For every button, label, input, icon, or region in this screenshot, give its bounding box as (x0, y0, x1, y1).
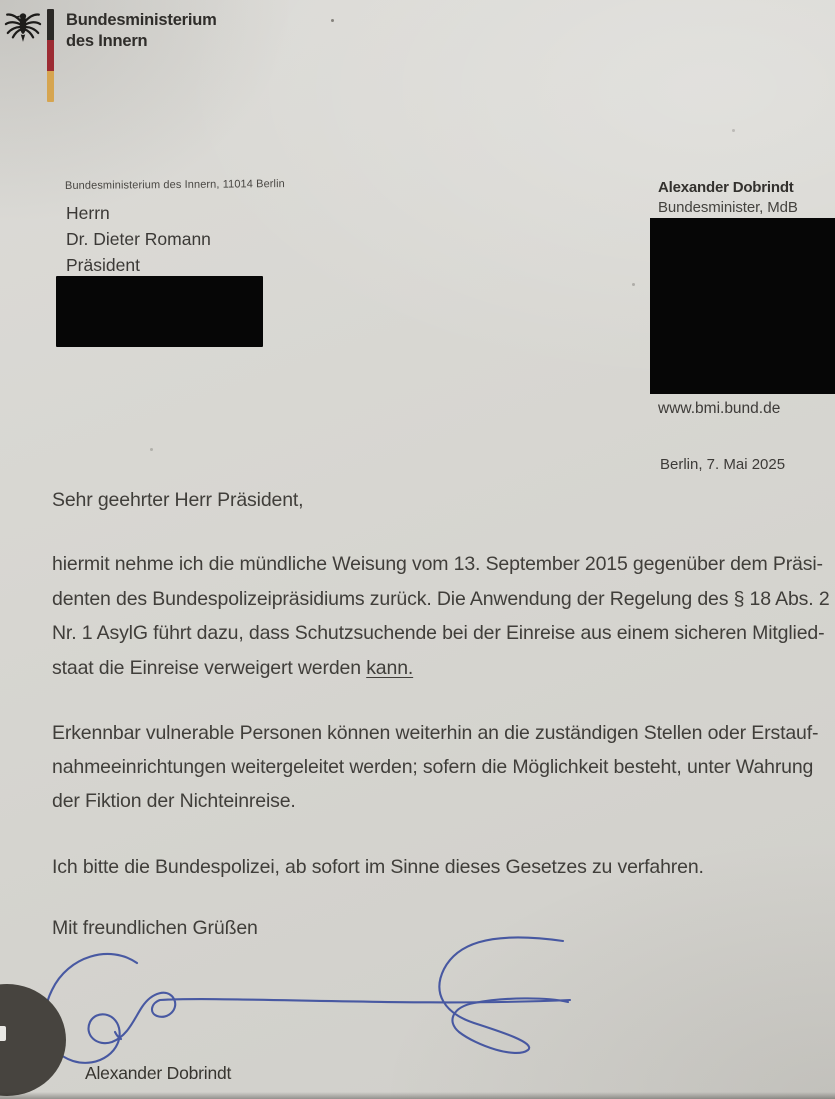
body-line: Ich bitte die Bundespolizei, ab sofort im Sinne dieses Gesetzes zu verfahren. (52, 856, 704, 878)
german-flag-stripe (47, 9, 54, 102)
body-line: Erkennbar vulnerable Personen können weiterhin an die zuständigen Stellen oder Erstauf- (52, 722, 819, 744)
paper-speck (150, 448, 153, 451)
body-line: Nr. 1 AsylG führt dazu, dass Schutzsuchende bei der Einreise aus einem sicheren Mitglied- (52, 622, 825, 644)
ministry-name-line1: Bundesministerium (66, 11, 217, 29)
corner-overlay-mark (0, 1026, 6, 1041)
sender-title: Bundesminister, MdB (658, 199, 798, 216)
paper-speck (732, 129, 735, 132)
signer-printed-name: Alexander Dobrindt (85, 1063, 232, 1083)
sender-return-address: Bundesministerium des Innern, 11014 Berlin (64, 178, 285, 192)
sender-name: Alexander Dobrindt (658, 179, 794, 196)
closing-greeting: Mit freundlichen Grüßen (52, 917, 258, 939)
ministry-name-line2: des Innern (66, 32, 148, 50)
redaction-box-recipient-address (56, 276, 263, 347)
handwritten-signature (15, 928, 590, 1083)
body-line: nahmeeinrichtungen weitergeleitet werden; sofern die Möglichkeit besteht, unter Wahrung (52, 756, 814, 778)
underlined-word: kann. (366, 657, 414, 679)
body-line (52, 657, 413, 680)
paper-speck (632, 283, 635, 286)
paper-speck (331, 19, 334, 22)
body-line: der Fiktion der Nichteinreise. (52, 790, 296, 812)
recipient-address-block (66, 200, 211, 278)
dateline: Berlin, 7. Mai 2025 (660, 456, 786, 473)
recipient-line-salutation: Herrn (66, 203, 110, 223)
salutation: Sehr geehrter Herr Präsident, (52, 489, 304, 511)
recipient-line-title: Präsident (66, 255, 140, 275)
body-line: denten des Bundespolizeipräsidiums zurück. Die Anwendung der Regelung des § 18 Abs. 2 (52, 588, 830, 610)
sender-website: www.bmi.bund.de (658, 400, 781, 417)
redaction-box-sender-contact (650, 218, 835, 394)
recipient-line-name: Dr. Dieter Romann (66, 229, 211, 249)
body-line-text: staat die Einreise verweigert werden (52, 657, 367, 679)
federal-eagle-icon (4, 6, 42, 46)
ministry-wordmark (66, 10, 217, 52)
body-line: hiermit nehme ich die mündliche Weisung vom 13. September 2015 gegenüber dem Präsi- (52, 553, 823, 575)
